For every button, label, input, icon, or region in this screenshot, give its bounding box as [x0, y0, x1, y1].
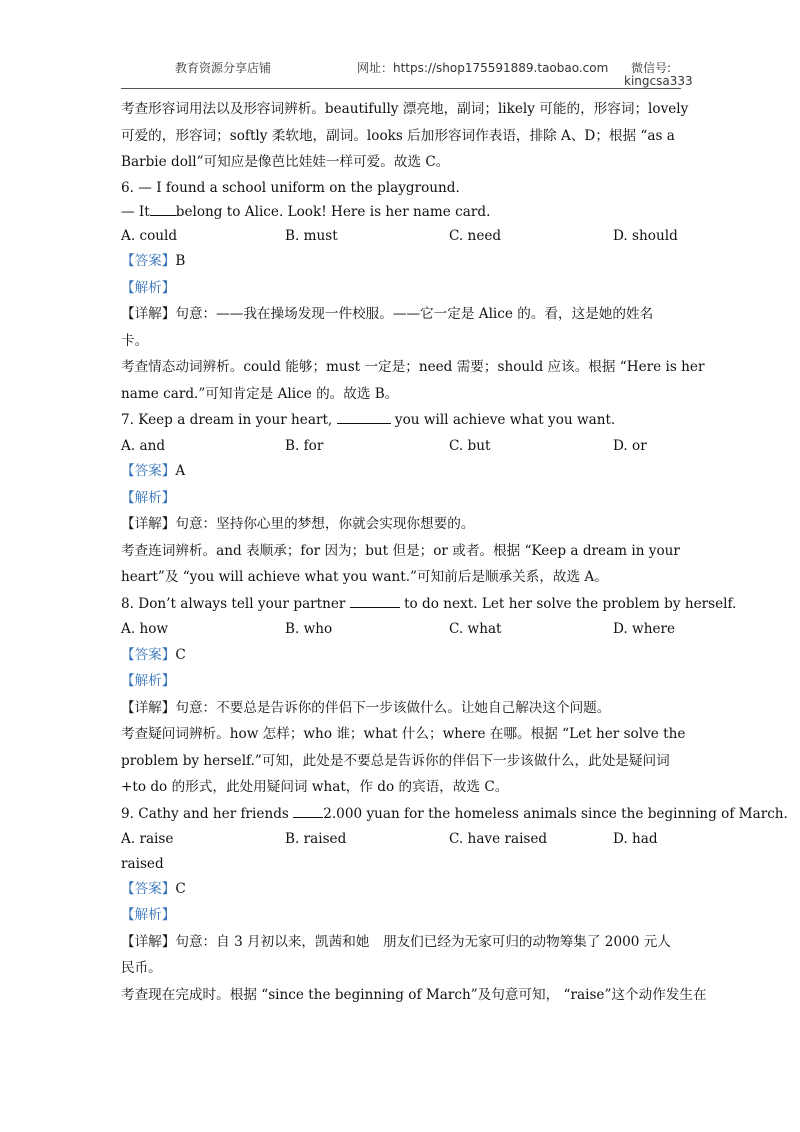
analysis-line: [121, 668, 681, 695]
analysis-tag: 【解析】: [121, 673, 176, 689]
answer-line: [121, 248, 681, 275]
answer-blank: [293, 805, 323, 818]
question-6-stem-2: — It belong to Alice. Look! Here is her name card.: [121, 203, 491, 220]
answer-blank: [150, 203, 176, 216]
answer-blank: [350, 595, 400, 608]
question-7-stem: 7. Keep a dream in your heart, you will achieve what you want.: [121, 412, 616, 428]
question-6-options: [121, 224, 681, 249]
answer-tag: 【答案】: [121, 880, 176, 897]
option-d: D. had: [613, 831, 658, 847]
wechat-label: 微信号:: [631, 61, 672, 75]
detail-tag: 【详解】: [121, 933, 176, 950]
detail-line: 【详解】句意：不要总是告诉你的伴侣下一步该做什么。让她自己解决这个问题。: [121, 699, 611, 716]
option-d: D. should: [613, 227, 678, 244]
analysis-tag: 【解析】: [121, 489, 176, 506]
option-c: C. what: [449, 621, 502, 637]
answer-tag: 【答案】: [121, 646, 176, 663]
header-divider: [121, 88, 681, 89]
detail-line: 民币。: [121, 960, 162, 976]
option-b: B. raised: [285, 831, 347, 847]
analysis-tag: 【解析】: [121, 907, 176, 923]
answer-value: C: [175, 646, 186, 663]
answer-blank: [337, 411, 391, 424]
answer-value: A: [175, 463, 186, 479]
detail-line: 考查连词辨析。and 表顺承；for 因为；but 但是；or 或者。根据 “Keep a dream in your: [121, 542, 680, 559]
detail-line: 【详解】句意：自 3 月初以来，凯茜和她 朋友们已经为无家可归的动物筹集了 2000 元人: [121, 933, 671, 950]
detail-line: 考查疑问词辨析。how 怎样；who 谁；what 什么；where 在哪。根据 “Let her solve the: [121, 726, 686, 742]
analysis-tag: 【解析】: [121, 279, 176, 296]
answer-tag: 【答案】: [121, 253, 176, 269]
intro-line: 考查形容词用法以及形容词辨析。beautifully 漂亮地，副词；likely 可能的，形容词；lovely: [121, 101, 689, 117]
option-c: C. have raised: [449, 831, 548, 847]
option-a: A. and: [121, 437, 166, 454]
detail-line: 【详解】句意：坚持你心里的梦想，你就会实现你想要的。: [121, 516, 475, 532]
detail-tag: 【详解】: [121, 516, 176, 532]
document-body: [121, 96, 788, 1008]
answer-line: [121, 458, 681, 485]
intro-line: Barbie doll”可知应是像芭比娃娃一样可爱。故选 C。: [121, 154, 450, 170]
answer-value: B: [175, 253, 186, 269]
question-7-options: [121, 434, 681, 459]
analysis-line: [121, 275, 681, 302]
question-9-stem: 9. Cathy and her friends 2.000 yuan for the homeless animals since the beginning of March.: [121, 805, 788, 822]
answer-value: C: [175, 880, 186, 897]
option-c: C. need: [449, 227, 502, 244]
shop-name: 教育资源分享店铺: [175, 61, 272, 75]
answer-tag: 【答案】: [121, 463, 176, 479]
detail-tag: 【详解】: [121, 699, 176, 716]
intro-line: 可爱的，形容词；softly 柔软地，副词。looks 后加形容词作表语，排除 A、D；根据 “as a: [121, 127, 675, 144]
detail-line: +to do 的形式，此处用疑问词 what，作 do 的宾语，故选 C。: [121, 779, 509, 795]
question-8-options: [121, 617, 681, 642]
question-9-options: [121, 827, 681, 852]
detail-line: 【详解】句意：——我在操场发现一件校服。——它一定是 Alice 的。看，这是她的姓名: [121, 306, 654, 322]
analysis-line: [121, 902, 681, 929]
option-d-wrap: raised: [121, 855, 164, 872]
detail-line: 考查情态动词辨析。could 能够；must 一定是；need 需要；should 应该。根据 “Here is her: [121, 359, 705, 375]
detail-tag: 【详解】: [121, 306, 176, 322]
option-a: A. raise: [121, 831, 174, 847]
detail-line: problem by herself.”可知，此处是不要总是告诉你的伴侣下一步该做什么，此处是疑问词: [121, 752, 670, 769]
page-header: [121, 54, 693, 88]
answer-line: [121, 876, 681, 903]
wechat-id: kingcsa333: [624, 74, 693, 88]
detail-line: name card.”可知肯定是 Alice 的。故选 B。: [121, 385, 399, 402]
shop-url[interactable]: 网址：https://shop175591889.taobao.com: [357, 61, 609, 75]
question-6-stem: 6. — I found a school uniform on the playground.: [121, 179, 460, 196]
analysis-line: [121, 485, 681, 512]
detail-line: heart”及 “you will achieve what you want.”可知前后是顺承关系，故选 A。: [121, 569, 608, 585]
option-a: A. how: [121, 621, 169, 637]
option-b: B. who: [285, 621, 333, 637]
option-b: B. for: [285, 437, 324, 454]
option-a: A. could: [121, 227, 178, 244]
detail-line: 卡。: [121, 332, 149, 349]
answer-line: [121, 642, 681, 669]
option-b: B. must: [285, 227, 338, 244]
option-d: D. where: [613, 621, 676, 637]
question-8-stem: 8. Don’t always tell your partner to do next. Let her solve the problem by herself.: [121, 595, 737, 612]
option-c: C. but: [449, 437, 491, 454]
option-d: D. or: [613, 437, 647, 454]
detail-line: 考查现在完成时。根据 “since the beginning of March”及句意可知， “raise”这个动作发生在: [121, 986, 707, 1003]
